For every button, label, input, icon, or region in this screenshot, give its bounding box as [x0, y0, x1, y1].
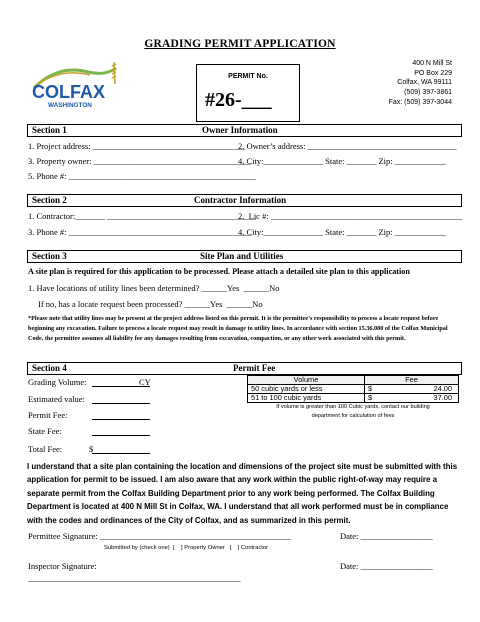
section-3-title: Site Plan and Utilities	[200, 251, 284, 261]
section-4-number: Section 4	[32, 363, 67, 373]
permittee-signature-field[interactable]: Permittee Signature: _____________________________________________	[28, 531, 292, 541]
permit-fee-label: Permit Fee:	[28, 410, 68, 420]
owner-city-state-zip-field[interactable]: 4. City:______________ State: _______ Zip: ____________	[238, 156, 446, 166]
fee-amount-cell	[365, 394, 459, 403]
form-title: GRADING PERMIT APPLICATION	[144, 38, 336, 50]
fee-currency: $	[368, 393, 373, 402]
contractor-phone-field[interactable]: 3. Phone #: ___________________________________________	[28, 227, 252, 237]
address-city: Colfax, WA 99111	[397, 79, 452, 87]
owner-address-field[interactable]: 2. Owner’s address: ___________________________________	[238, 141, 457, 151]
fee-table	[247, 375, 459, 403]
total-fee-currency: $	[89, 444, 94, 454]
site-plan-requirement: A site plan is required for this application to be processed. Please attach a detailed site plan to this application	[28, 267, 410, 276]
section-2-header	[27, 194, 462, 207]
section-2-title: Contractor Information	[194, 195, 287, 205]
inspector-signature-line[interactable]: __________________________________________________	[28, 573, 241, 583]
logo-word: COLFAX	[32, 82, 106, 102]
applicant-statement: I understand that a site plan containing the location and dimensions of the project site must be submitted with this application for permit to be issued. I am also aware that any work within the public right-of-way may require a separate permit from the Colfax Building Department prior to any work being performed. The Colfax Building Department is located at 400 N Mill St in Colfax, WA. I understand that all work performed must be in compliance with the codes and ordinances of the City of Colfax, and as summarized in this permit.	[27, 462, 458, 525]
utility-liability-note: *Please note that utility lines may be present at the project address listed on this permit. It is the permittee’s responsibility to process a locate request before beginning any excavation. Failure to process a locate request may result in damage to utility lines. In accordance with section 15.36.080 of the Colfax Municipal Code, the permittee assumes all liability for any damages resulting from excavation, compaction, or any other work associated with this permit.	[28, 315, 448, 342]
project-address-field[interactable]: 1. Project address: ____________________________________	[28, 141, 246, 151]
property-owner-field[interactable]: 3. Property owner: _____________________________________	[28, 156, 251, 166]
inspector-date-field[interactable]: Date: _________________	[340, 561, 433, 571]
section-1-title: Owner Information	[202, 125, 278, 135]
fee-table-header-fee: Fee	[365, 376, 459, 385]
section-4-header	[27, 362, 462, 375]
contractor-city-state-zip-field[interactable]: 4. City:______________ State: _______ Zip: ____________	[238, 227, 446, 237]
permittee-date-field[interactable]: Date: _________________	[340, 531, 433, 541]
colfax-logo-graphic	[28, 58, 124, 110]
estimated-value-input[interactable]	[92, 403, 150, 404]
address-phone: (509) 397-3861	[404, 89, 452, 97]
section-3-number: Section 3	[32, 251, 67, 261]
permit-fee-input[interactable]	[92, 419, 150, 420]
submitted-by-checkboxes[interactable]: Submitted by (check one) [ ] Property Owner [ ] Contractor	[104, 545, 268, 551]
section-1-header	[27, 124, 462, 137]
locate-request-question[interactable]: If no, has a locate request been processed? ______Yes ______No	[38, 299, 263, 309]
fee-table-header-volume: Volume	[248, 376, 365, 385]
fee-note-line-2: department for calculation of fees	[311, 413, 395, 419]
table-row	[248, 394, 459, 403]
state-fee-input[interactable]	[92, 435, 150, 436]
estimated-value-label: Estimated value:	[28, 394, 85, 404]
city-address	[389, 59, 452, 108]
colfax-logo	[28, 58, 124, 110]
state-fee-label: State Fee:	[28, 426, 62, 436]
section-4-title: Permit Fee	[233, 363, 276, 373]
utility-lines-question[interactable]: 1. Have locations of utility lines been determined? ______Yes ______No	[28, 283, 280, 293]
permit-number-box	[196, 64, 300, 122]
section-3-header	[27, 250, 462, 263]
grading-volume-label: Grading Volume:	[28, 377, 87, 387]
inspector-signature-label: Inspector Signature:	[28, 561, 97, 571]
permit-number[interactable]: #26-___	[205, 89, 272, 111]
owner-phone-field[interactable]: 5. Phone #: ____________________________________________	[28, 171, 256, 181]
address-po: PO Box 229	[414, 69, 452, 77]
fee-volume-cell: 51 to 100 cubic yards	[248, 394, 365, 403]
fee-amount: 37.00	[433, 393, 452, 402]
section-2-number: Section 2	[32, 195, 67, 205]
fee-currency: $	[368, 384, 373, 393]
contractor-field[interactable]: 1. Contractor:_______ ___________________________________	[28, 211, 256, 221]
address-street: 400 N Mill St	[412, 60, 452, 67]
fee-volume-cell: 50 cubic yards or less	[248, 385, 365, 394]
fee-note-line-1: If volume is greater than 100 Cubic yards, contact our building	[276, 404, 430, 410]
total-fee-input[interactable]	[92, 453, 150, 454]
fee-table-note	[247, 403, 459, 421]
grading-volume-unit: CY	[139, 377, 151, 387]
license-field[interactable]: 2. Lic #: _____________________________________________	[238, 211, 463, 221]
total-fee-label: Total Fee:	[28, 444, 63, 454]
fee-amount: 24.00	[433, 384, 452, 393]
section-1-number: Section 1	[32, 125, 67, 135]
address-fax: Fax: (509) 397-3044	[388, 98, 452, 106]
permit-label: PERMIT No.	[228, 73, 268, 80]
logo-subword: WASHINGTON	[48, 102, 92, 109]
